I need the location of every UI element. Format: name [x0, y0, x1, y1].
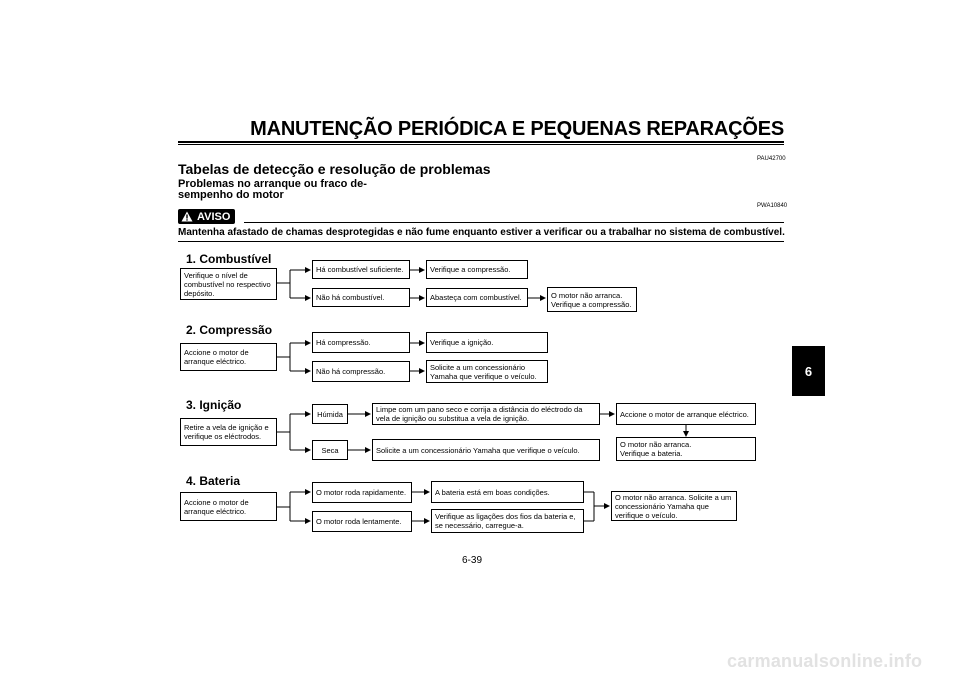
fuel-final-line: Verifique a compressão.: [551, 299, 632, 309]
code-pau: PAU42700: [757, 156, 786, 162]
battery-fast-label: O motor roda rapidamente.: [316, 488, 407, 497]
ignition-wet-next-line: vela de ignição ou substitua a vela de ignição.: [376, 414, 530, 423]
page-number: 6-39: [462, 555, 483, 566]
fuel-no-label: Não há combustível.: [316, 293, 385, 302]
battery-final-line: verifique o veículo.: [615, 510, 678, 520]
fuel-start-line: combustível no respectivo: [184, 279, 271, 289]
battery-slow-box: [312, 511, 412, 532]
fuel-ok-next-box: [426, 260, 528, 279]
fuel-no-next-label: Abasteça com combustível.: [430, 293, 522, 302]
fuel-no-box: [312, 288, 410, 307]
section-subtitle-2: sempenho do motor: [178, 189, 284, 201]
battery-section-title: 4. Bateria: [186, 474, 241, 488]
compression-no-next-box: [426, 360, 548, 383]
compression-ok-next-label: Verifique a ignição.: [430, 338, 494, 347]
section-title: Tabelas de detecção e resolução de problemas: [178, 161, 491, 177]
compression-ok-next-box: [426, 332, 548, 353]
compression-start-line: Accione o motor de: [184, 348, 249, 357]
battery-slow-label: O motor roda lentamente.: [316, 517, 402, 526]
fuel-start-line: depósito.: [184, 288, 215, 298]
ignition-wet-next-box: [372, 403, 600, 425]
battery-fast-next-label: A bateria está em boas condições.: [435, 487, 550, 497]
ignition-dry-box: [312, 440, 348, 460]
battery-slow-next-line: Verifique as ligações dos fios da bateria e,: [435, 512, 576, 521]
fuel-ok-next-label: Verifique a compressão.: [430, 265, 511, 274]
footer-watermark: carmanualsonline.info: [727, 651, 923, 671]
ignition-final-line: O motor não arranca.: [620, 440, 692, 449]
battery-final-box: [611, 491, 737, 521]
battery-start-line: arranque eléctrico.: [184, 506, 247, 516]
page-header-title: MANUTENÇÃO PERIÓDICA E PEQUENAS REPARAÇÕES: [250, 118, 784, 140]
battery-slow-next-line: se necessário, carregue-a.: [435, 521, 524, 530]
fuel-ok-box: [312, 260, 410, 279]
ignition-dry-label: Seca: [321, 445, 339, 455]
warning-label: AVISO: [197, 210, 231, 223]
battery-final-line: O motor não arranca. Solicite a um: [615, 492, 732, 502]
battery-slow-next-box: [431, 509, 584, 533]
ignition-start-line: verifique os eléctrodos.: [184, 432, 262, 441]
ignition-final-box: [616, 437, 756, 461]
fuel-section-title: 1. Combustível: [186, 252, 272, 266]
fuel-start-box: [180, 268, 277, 300]
chapter-tab: 6: [792, 346, 825, 396]
ignition-dry-next-label: Solicite a um concessionário Yamaha que verifique o veículo.: [376, 445, 580, 455]
battery-final-line: concessionário Yamaha que: [615, 501, 709, 511]
ignition-wet-final-label: Accione o motor de arranque eléctrico.: [620, 409, 749, 419]
ignition-section-title: 3. Ignição: [186, 398, 242, 412]
ignition-start-box: [180, 418, 277, 446]
compression-start-line: arranque eléctrico.: [184, 357, 247, 366]
ignition-final-line: Verifique a bateria.: [620, 449, 683, 458]
fuel-final-line: O motor não arranca.: [551, 290, 623, 300]
battery-start-box: [180, 492, 277, 521]
warning-text: Mantenha afastado de chamas desprotegidas e não fume enquanto estiver a verificar ou a trabalhar no sistema de combustível.: [178, 227, 785, 238]
compression-no-next-line: Yamaha que verifique o veículo.: [430, 371, 537, 381]
compression-no-label: Não há compressão.: [316, 367, 386, 376]
fuel-final-box: [547, 287, 637, 312]
ignition-dry-next-box: [372, 439, 600, 461]
compression-no-next-line: Solicite a um concessionário: [430, 362, 526, 372]
fuel-start-line: Verifique o nível de: [184, 270, 248, 280]
battery-start-line: Accione o motor de: [184, 497, 249, 507]
battery-fast-box: [312, 482, 412, 503]
compression-ok-label: Há compressão.: [316, 338, 371, 347]
compression-no-box: [312, 361, 410, 382]
code-pwa: PWA10840: [757, 203, 788, 209]
fuel-no-next-box: [426, 288, 528, 307]
section-subtitle-1: Problemas no arranque ou fraco de-: [178, 178, 367, 190]
compression-ok-box: [312, 332, 410, 353]
compression-section-title: 2. Compressão: [186, 323, 273, 337]
fuel-ok-label: Há combustível suficiente.: [316, 265, 404, 274]
compression-start-box: [180, 343, 277, 371]
ignition-wet-next-line: Limpe com um pano seco e corrija a distância do eléctrodo da: [376, 405, 583, 414]
battery-fast-next-box: [431, 481, 584, 503]
ignition-wet-label: Húmida: [317, 409, 343, 419]
ignition-wet-final-box: [616, 403, 756, 425]
ignition-start-line: Retire a vela de ignição e: [184, 423, 269, 432]
ignition-wet-box: [312, 404, 348, 424]
